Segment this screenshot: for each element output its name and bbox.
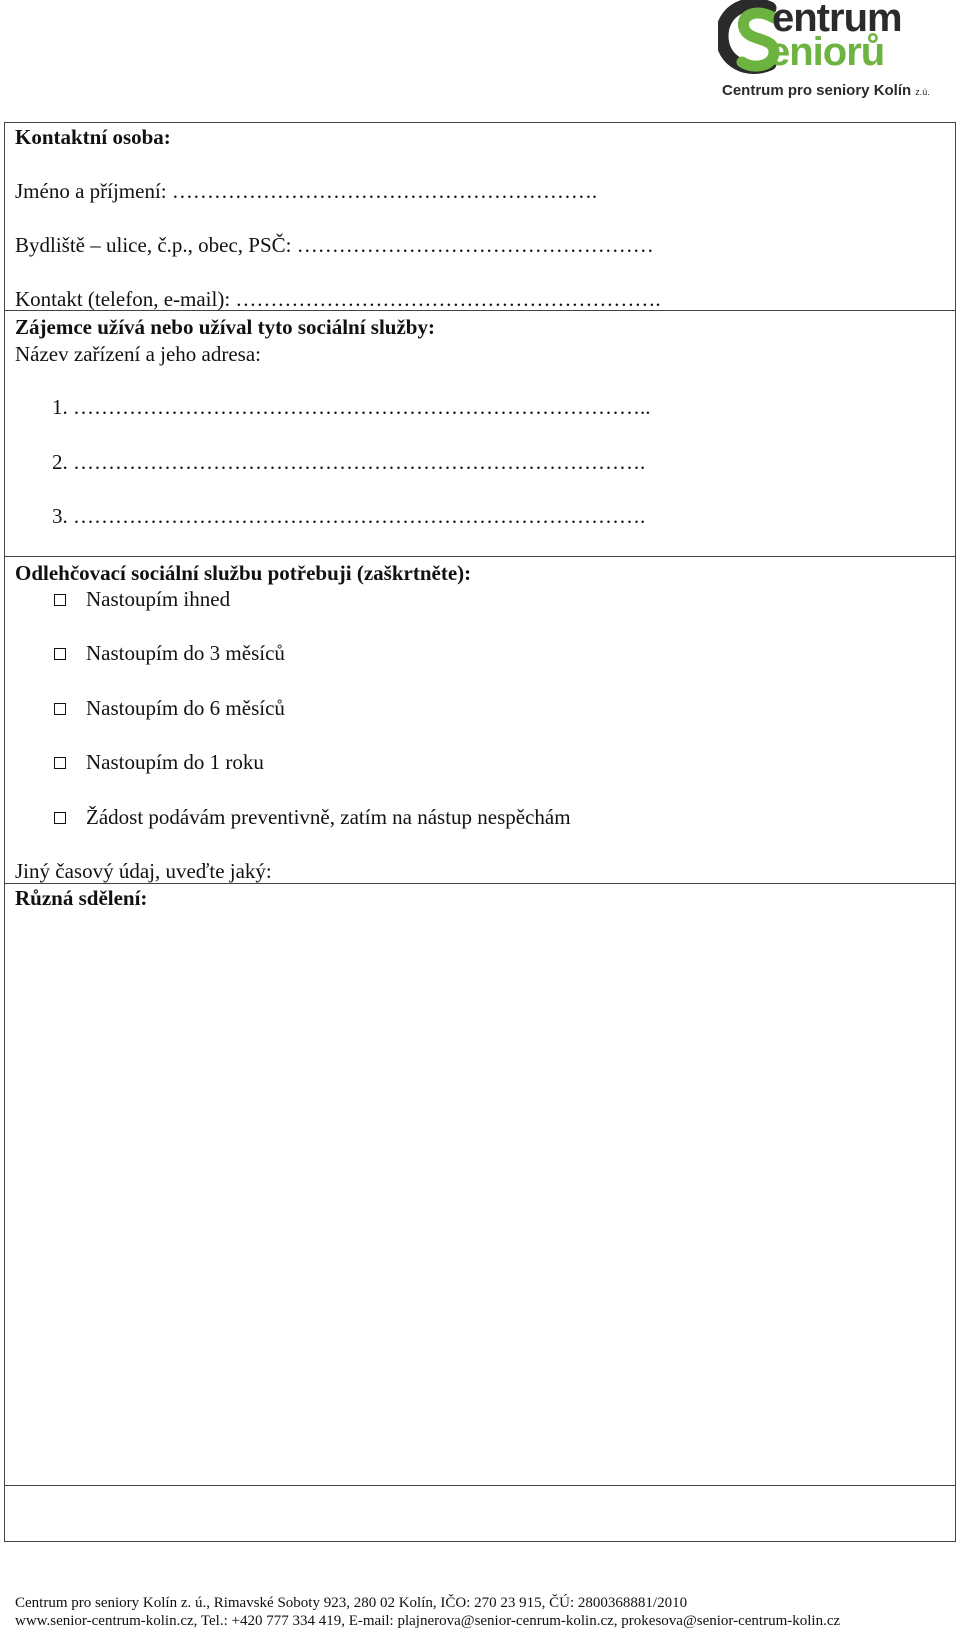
service-line-1[interactable]: 1. ……………………………………………………………………….. — [52, 395, 651, 419]
respite-heading: Odlehčovací sociální službu potřebuji (zaškrtněte): — [15, 561, 472, 585]
section-divider — [5, 1485, 955, 1486]
services-heading: Zájemce užívá nebo užíval tyto sociální služby: — [15, 315, 435, 339]
option-checkbox-1-year[interactable] — [54, 757, 66, 769]
contact-heading: Kontaktní osoba: — [15, 125, 171, 149]
section-divider — [5, 883, 955, 884]
section-divider — [5, 556, 955, 557]
option-checkbox-preventive[interactable] — [54, 812, 66, 824]
company-logo — [718, 0, 958, 104]
section-divider — [5, 310, 955, 311]
logo-subtitle — [722, 82, 930, 99]
option-label-3-months: Nastoupím do 3 měsíců — [86, 641, 285, 665]
option-label-immediately: Nastoupím ihned — [86, 587, 231, 611]
other-time-field[interactable]: Jiný časový údaj, uveďte jaký: — [15, 859, 272, 883]
logo-word-senioru: eniorů — [768, 30, 885, 74]
service-line-2[interactable]: 2. ………………………………………………………………………. — [52, 450, 646, 474]
services-subheading: Název zařízení a jeho adresa: — [15, 342, 262, 366]
footer-contacts: www.senior-centrum-kolin.cz, Tel.: +420 777 334 419, E-mail: plajnerova@senior-cenrum-kolin.cz, prokesova@senior-centrum-kolin.cz — [15, 1613, 841, 1629]
option-checkbox-3-months[interactable] — [54, 648, 66, 660]
notes-heading: Různá sdělení: — [15, 886, 148, 910]
option-checkbox-6-months[interactable] — [54, 703, 66, 715]
footer-address: Centrum pro seniory Kolín z. ú., Rimavské Soboty 923, 280 02 Kolín, IČO: 270 23 915, ČÚ: 2800368881/2010 — [15, 1595, 688, 1611]
option-checkbox-immediately[interactable] — [54, 594, 66, 606]
notes-area[interactable] — [15, 915, 945, 1415]
logo-word-centrum: entrum — [772, 0, 902, 40]
application-form — [4, 122, 956, 1542]
logo-subtitle-text: Centrum pro seniory Kolín — [722, 82, 912, 99]
logo-legal-form: z.ú. — [915, 87, 930, 97]
option-label-6-months: Nastoupím do 6 měsíců — [86, 696, 285, 720]
option-label-1-year: Nastoupím do 1 roku — [86, 750, 264, 774]
address-field[interactable]: Bydliště – ulice, č.p., obec, PSČ: …………………………………………… — [15, 233, 654, 257]
service-line-3[interactable]: 3. ………………………………………………………………………. — [52, 504, 646, 528]
option-label-preventive: Žádost podávám preventivně, zatím na nástup nespěchám — [86, 805, 571, 829]
name-field[interactable]: Jméno a příjmení: ……………………………………………………. — [15, 179, 598, 203]
phone-email-field[interactable]: Kontakt (telefon, e-mail): ……………………………………………………. — [15, 287, 661, 311]
